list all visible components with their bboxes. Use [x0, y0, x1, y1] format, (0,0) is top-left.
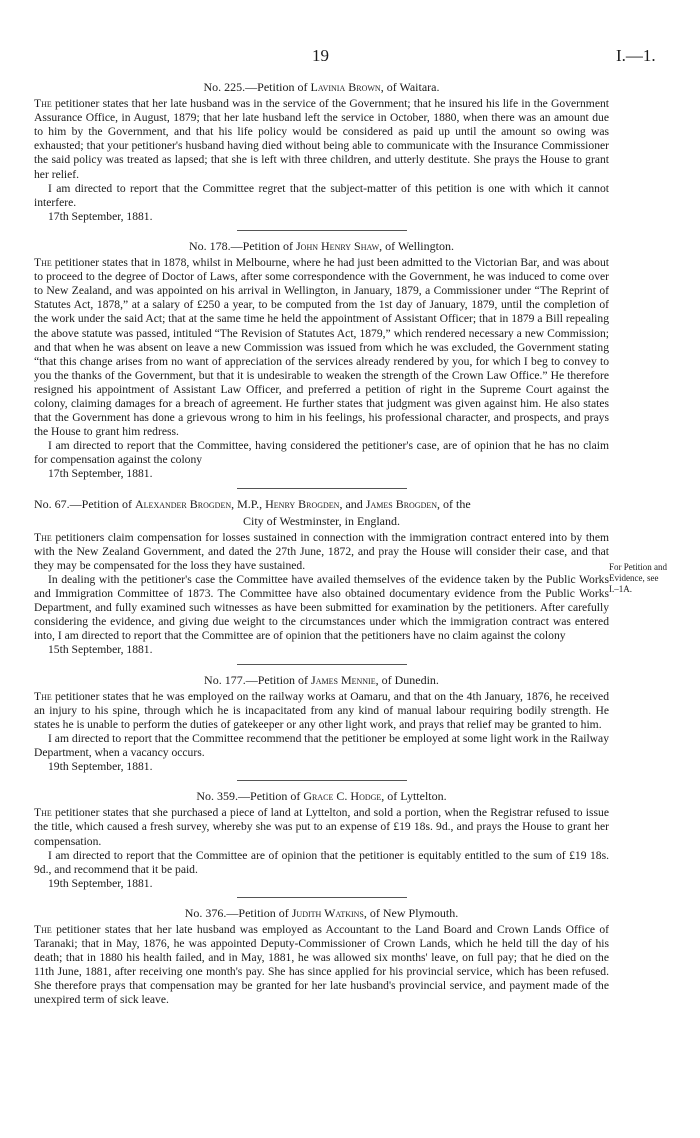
petition-heading: No. 359.—Petition of Grace C. Hodge, of Lyttelton.: [196, 789, 447, 804]
margin-note-line: For Petition and: [609, 562, 667, 572]
committee-report: In dealing with the petitioner's case the Committee have availed themselves of the evidence taken by the Public Works and Immigration Committee of 1873. The Committee have also obtained documentary evidence from the Public Works Department, and fully examined such witnesses as have been submitted for examination by the petitioners. After carefully considering the evidence, and giving due weight to the circumstances under which the immigration contract was entered into, I am directed to report that the Committee are of opinion that the petitioners have no claim against the colony: [34, 573, 609, 643]
report-date: 15th September, 1881.: [48, 643, 153, 657]
margin-note: [609, 562, 700, 595]
petition-heading: No. 67.—Petition of Alexander Brogden, M.P., Henry Brogden, and James Brogden, of the: [34, 496, 471, 511]
petitioner-name: Henry Brogden: [265, 496, 340, 511]
committee-report: I am directed to report that the Committee recommend that the petitioner be employed at some light work in the Railway Department, when a vacancy occurs.: [34, 731, 609, 760]
petition-376: [34, 906, 609, 1008]
report-date: 17th September, 1881.: [48, 467, 153, 481]
petition-heading: No. 376.—Petition of Judith Watkins, of New Plymouth.: [184, 905, 459, 920]
petition-67: [34, 497, 609, 665]
petition-statement: The petitioner states that he was employed on the railway works at Oamaru, and that on the 4th January, 1876, he received an injury to his spine, through which he is incapacitated from any kind of manual labour requiring bodily strength. He states he is unable to perform the duties of gatekeeper or any other light work, and prays that relief may be granted to him.: [34, 689, 609, 731]
section-divider: [237, 230, 407, 231]
margin-note-line: I.–1A.: [609, 584, 632, 594]
report-date: 19th September, 1881.: [48, 760, 153, 774]
committee-report: I am directed to report that the Committee regret that the subject-matter of this petition is one with which it cannot interfere.: [34, 181, 609, 209]
petition-statement: The petitioner states that her late husband was in the service of the Government; that he insured his life in the Government Assurance Office, in August, 1879; that her late husband left the service in October, 1880, when there was an amount due to him by the Government, and that his life policy would be considered as paid up until the amount so owing was exhausted; that your petitioner's husband having died without being able to communicate with the Insurance Commissioner the said policy was treated as lapsed; that she is left with three children, and utterly destitute. She prays the House to grant her relief.: [34, 97, 609, 181]
petition-heading-line2: City of Westminster, in England.: [243, 513, 400, 528]
report-date: 19th September, 1881.: [48, 876, 153, 890]
petitioner-name: Grace C. Hodge: [303, 789, 382, 804]
petition-359: [34, 789, 609, 898]
petitioner-name: James Mennie: [311, 672, 376, 687]
committee-report: I am directed to report that the Committee are of opinion that the petitioner is equitably entitled to the sum of £19 18s. 9d., and recommend that it be paid.: [34, 848, 609, 876]
document-reference: I.—1.: [616, 46, 656, 65]
section-divider: [237, 897, 407, 898]
report-date: 17th September, 1881.: [48, 209, 153, 223]
petition-178: [34, 239, 609, 489]
petition-177: [34, 673, 609, 782]
petition-statement: The petitioners claim compensation for losses sustained in connection with the immigration contract entered into by them with the New Zealand Government, and dated the 27th June, 1872, and pray the House will consider their case, and that they may be compensated for the loss they have sustained.: [34, 530, 609, 572]
page-body: [34, 80, 609, 1008]
petitioner-name: Judith Watkins: [291, 905, 364, 920]
section-divider: [237, 780, 407, 781]
petition-statement: The petitioner states that her late husband was employed as Accountant to the Land Board and Crown Lands Office of Taranaki; that in May, 1876, he was appointed Deputy-Commissioner of Crown Lands, which he held till the day of his death; that in 1880 his health failed, and in May, 1881, he was allowed six months' leave, on full pay; that he died on the 11th June, 1881, after receiving one month's pay. She has since applied for his provincial service, which has been refused. She therefore prays that compensation may be granted for her late husband's provincial service, and payment made of the unexpired term of sick leave.: [34, 922, 609, 1007]
committee-report: I am directed to report that the Committee, having considered the petitioner's case, are of opinion that he has no claim for compensation against the colony: [34, 439, 609, 467]
section-divider: [237, 488, 407, 489]
petitioner-name: Alexander Brogden: [135, 496, 232, 511]
petition-heading: No. 178.—Petition of John Henry Shaw, of Wellington.: [189, 238, 454, 253]
petition-heading: No. 225.—Petition of Lavinia Brown, of Waitara.: [203, 80, 440, 94]
margin-note-line: Evidence, see: [609, 573, 659, 583]
petitioner-name: John Henry Shaw: [296, 238, 380, 253]
petitioner-name: James Brogden: [365, 496, 438, 511]
section-divider: [237, 664, 407, 665]
petition-heading: No. 177.—Petition of James Mennie, of Dunedin.: [204, 672, 439, 687]
petition-225: [34, 80, 609, 231]
page-number: 19: [312, 46, 329, 65]
petition-statement: The petitioner states that in 1878, whilst in Melbourne, where he had just been admitted to the Victorian Bar, and was about to proceed to the degree of Doctor of Laws, after some correspondence with the Government, he was induced to come over to New Zealand, and was appointed on his arrival in Wellington, in January, 1879, a Commissioner under “The Reprint of Statutes Act, 1878,” at a salary of £250 a year, to be computed from the 1st day of January, 1879, until the completion of the work under the said Act; that at the same time he held the appointment of Assistant Officer; that in 1879 a Bill repealing the above statute was passed, intituled “The Revision of Statutes Act, 1879,” which rendered necessary a new Commission; and that when he was absent on leave a new Commission was issued from which he was excluded, the Government stating “that this change arises from no want of appreciation of the services already rendered by you, for which I beg to convey to you the thanks of the Government, but that it is undesirable to weaken the strength of the Crown Law Office.” He therefore resigned his appointment of Assistant Law Officer, and preferred a petition of right in the Supreme Court against the colony, claiming damages for a breach of agreement. He further states that judgment was given against him. He also states that the Government has done a grievous wrong to him in his feelings, his professional character, and prospects, and prays the House to grant him redress.: [34, 256, 609, 439]
petitioner-name: Lavinia Brown: [310, 80, 381, 94]
petition-statement: The petitioner states that she purchased a piece of land at Lyttelton, and sold a portion, when the Registrar refused to issue the title, which caused a fresh survey, whereby she was put to an expense of £19 18s. 9d., and prays the House to grant her compensation.: [34, 806, 609, 848]
